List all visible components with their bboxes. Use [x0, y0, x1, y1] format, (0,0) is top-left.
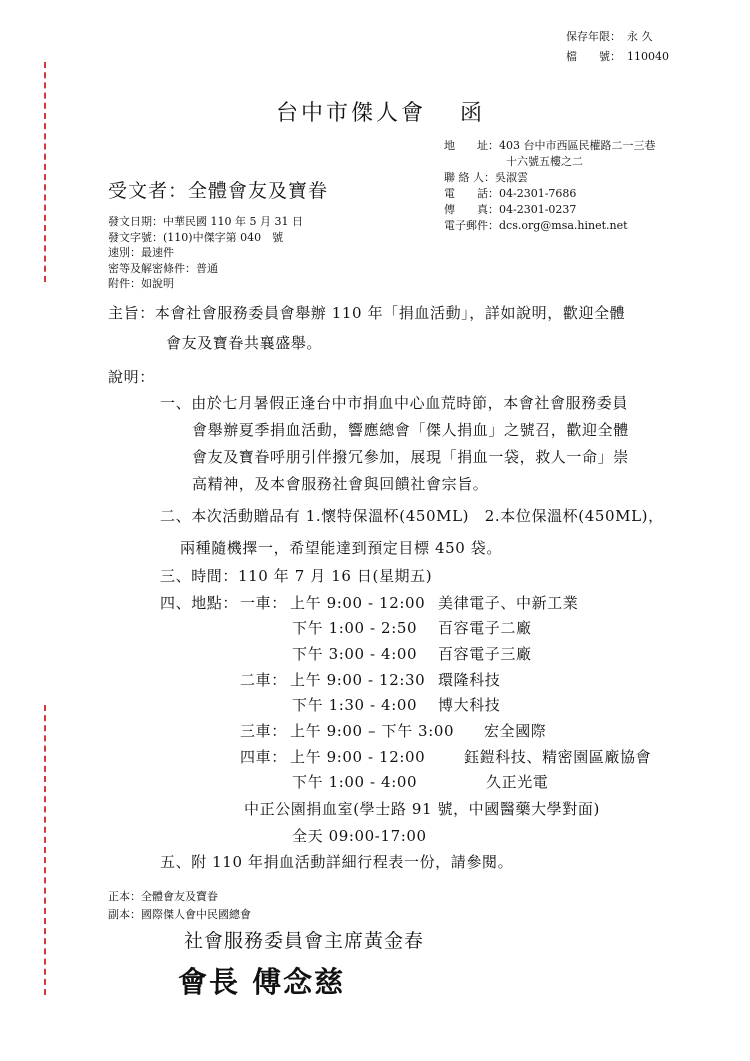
recipient: 受文者：全體會友及寶眷: [108, 180, 329, 202]
phone: 電 話：04-2301-7686: [444, 187, 577, 200]
schedule-car: 四車：: [240, 748, 287, 766]
item-three: 三、時間：110 年 7 月 16 日(星期五): [160, 567, 433, 585]
address-line2: 十六號五樓之二: [506, 155, 583, 168]
doc-title: 台中市傑人會 函: [276, 101, 486, 126]
address: 地 址：403 台中市西區民權路二一三巷: [444, 139, 656, 152]
cc-recipient: 副本：國際傑人會中民國總會: [108, 908, 251, 921]
item-one-line1: 一、由於七月暑假正逢台中市捐血中心血荒時節，本會社會服務委員: [160, 394, 629, 412]
schedule-place: 久正光電: [486, 773, 549, 791]
schedule-time: 下午 1:00 - 4:00: [292, 773, 418, 791]
schedule-time: 上午 9:00 - 12:00: [290, 594, 426, 612]
schedule-time: 上午 9:00 – 下午 3:00: [290, 722, 455, 740]
schedule-place: 宏全國際: [484, 722, 547, 740]
schedule-time: 下午 1:00 - 2:50: [292, 619, 418, 637]
attachment: 附件：如說明: [108, 277, 174, 291]
item-one-line4: 高精神，及本會服務社會與回饋社會宗旨。: [192, 475, 489, 493]
contact-block: [444, 138, 656, 234]
schedule-time: 下午 1:30 - 4:00: [292, 696, 418, 714]
contact-person: 聯 絡 人：吳淑雲: [444, 171, 528, 184]
issue-date: 發文日期：中華民國 110 年 5 月 31 日: [108, 215, 303, 228]
schedule-car: 一車：: [240, 594, 287, 612]
subject-line2: 會友及寶眷共襄盛舉。: [166, 334, 323, 352]
item-one-line3: 會友及寶眷呼朋引伴撥冗參加，展現「捐血一袋，救人一命」崇: [192, 448, 629, 466]
schedule-time: 下午 3:00 - 4:00: [292, 645, 418, 663]
schedule-place: 環隆科技: [438, 671, 501, 689]
main-recipient: 正本：全體會友及寶眷: [108, 890, 218, 903]
item-five: 五、附 110 年捐血活動詳細行程表一份，請參閱。: [160, 853, 514, 871]
schedule-car: 二車：: [240, 671, 287, 689]
issue-number: 發文字號：(110)中傑字第 040 號: [108, 230, 284, 244]
binding-line: [44, 62, 46, 282]
chair-signature: 社會服務委員會主席黃金春: [184, 930, 425, 952]
schedule-place: 百容電子二廠: [438, 619, 532, 637]
park-location: 中正公園捐血室(學士路 91 號，中國醫藥大學對面): [244, 800, 600, 818]
meta-block: [108, 214, 303, 292]
binding-line: [44, 705, 46, 995]
secrecy: 密等及解密條件：普通: [108, 261, 218, 275]
schedule-place: 博大科技: [438, 696, 501, 714]
schedule-place: 百容電子三廠: [438, 645, 532, 663]
item-two-line1: 二、本次活動贈品有 1.懷特保溫杯(450ML) 2.本位保溫杯(450ML)，: [160, 507, 664, 525]
subject-line1: 主旨：本會社會服務委員會舉辦 110 年「捐血活動」，詳如說明，歡迎全體: [108, 304, 626, 322]
president-signature: 會長 傅念慈: [178, 965, 346, 999]
explain-label: 說明：: [108, 368, 155, 386]
speed: 速別：最速件: [108, 246, 174, 260]
schedule-place: 鈺鎧科技、精密園區廠協會: [464, 748, 652, 766]
park-time: 全天 09:00-17:00: [292, 827, 427, 845]
fax: 傳 真：04-2301-0237: [444, 203, 577, 216]
item-four-label: 四、地點：: [160, 594, 239, 612]
schedule-place: 美律電子、中新工業: [438, 594, 579, 612]
schedule-time: 上午 9:00 - 12:30: [290, 671, 426, 689]
item-two-line2: 兩種隨機擇一，希望能達到預定目標 450 袋。: [180, 539, 502, 557]
schedule-time: 上午 9:00 - 12:00: [290, 748, 426, 766]
email: 電子郵件：dcs.org@msa.hinet.net: [444, 219, 628, 232]
schedule-car: 三車：: [240, 722, 287, 740]
item-one-line2: 會舉辦夏季捐血活動，響應總會「傑人捐血」之號召，歡迎全體: [192, 421, 629, 439]
file-number: 檔 號： 110040: [566, 50, 669, 63]
retention-period: 保存年限： 永 久: [566, 30, 653, 43]
copies-block: [108, 888, 251, 924]
